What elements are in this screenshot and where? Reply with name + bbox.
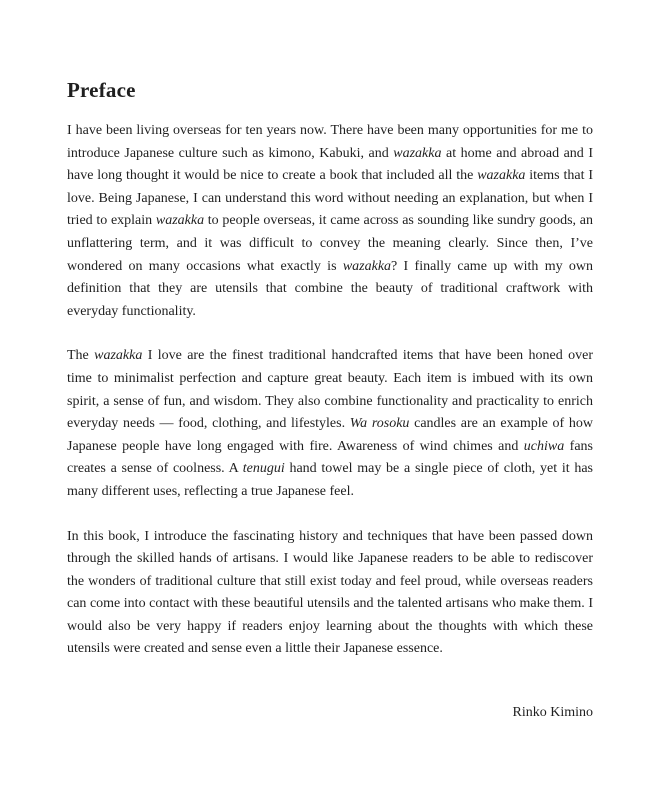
italic-term: wazakka xyxy=(393,145,442,161)
italic-term: wazakka xyxy=(94,348,143,364)
text-run: items that I love. Being Japanese, I can understand this word without needing an explanation, but when I tried to explain xyxy=(67,168,593,229)
italic-term: wazakka xyxy=(155,213,205,229)
text-run: In this book, I introduce the fascinating history and techniques that have been passed down through the skilled hands of artisans. I would like Japanese readers to be able to rediscover the wonders of traditional culture that still exist today and feel proud, while overseas readers can come into contact with these beautiful utensils and the talented artisans who make them. I would also be very happy if readers enjoy learning about the thoughts with which these utensils were created and sense even a little their Japanese essence. xyxy=(67,528,593,657)
italic-term: Wa rosoku xyxy=(349,416,410,432)
paragraph-2 xyxy=(67,345,593,503)
text-run: hand towel may be a single piece of cloth, yet it has many different uses, reflecting a true Japanese feel. xyxy=(67,461,593,499)
text-run: ? I finally came up with my own definition that they are utensils that combine the beauty of traditional craftwork with everyday functionality. xyxy=(67,258,593,319)
italic-term: uchiwa xyxy=(523,438,565,454)
text-run: to people overseas, it came across as sounding like sundry goods, an unflattering term, and it was difficult to convey the meaning clearly. Since then, I’ve wondered on many occasions what exactly is xyxy=(67,213,593,274)
text-run: The xyxy=(67,348,95,364)
paragraph-1 xyxy=(67,120,593,323)
text-run: fans creates a sense of coolness. A xyxy=(67,438,593,477)
paragraph-3 xyxy=(67,526,593,662)
text-run: candles are an example of how Japanese people have long engaged with fire. Awareness of wind chimes and xyxy=(67,416,593,454)
italic-term: wazakka xyxy=(342,258,392,274)
page xyxy=(67,0,593,800)
text-run: I love are the finest traditional handcrafted items that have been honed over time to minimalist perfection and capture great beauty. Each item is imbued with its own spirit, a sense of fun, and wisdom. They also combine functionality and practicality to enrich everyday needs — food, clothing, and lifestyles. xyxy=(67,348,593,432)
text-run: I have been living overseas for ten years now. There have been many opportunities for me to introduce Japanese culture such as kimono, Kabuki, and xyxy=(67,123,593,161)
italic-term: wazakka xyxy=(477,168,526,184)
author-signature: Rinko Kimino xyxy=(512,705,593,720)
text-run: at home and abroad and I have long thought it would be nice to create a book that included all the xyxy=(67,145,593,184)
page-title: Preface xyxy=(67,78,136,102)
body-text xyxy=(67,120,593,683)
italic-term: tenugui xyxy=(242,461,285,477)
